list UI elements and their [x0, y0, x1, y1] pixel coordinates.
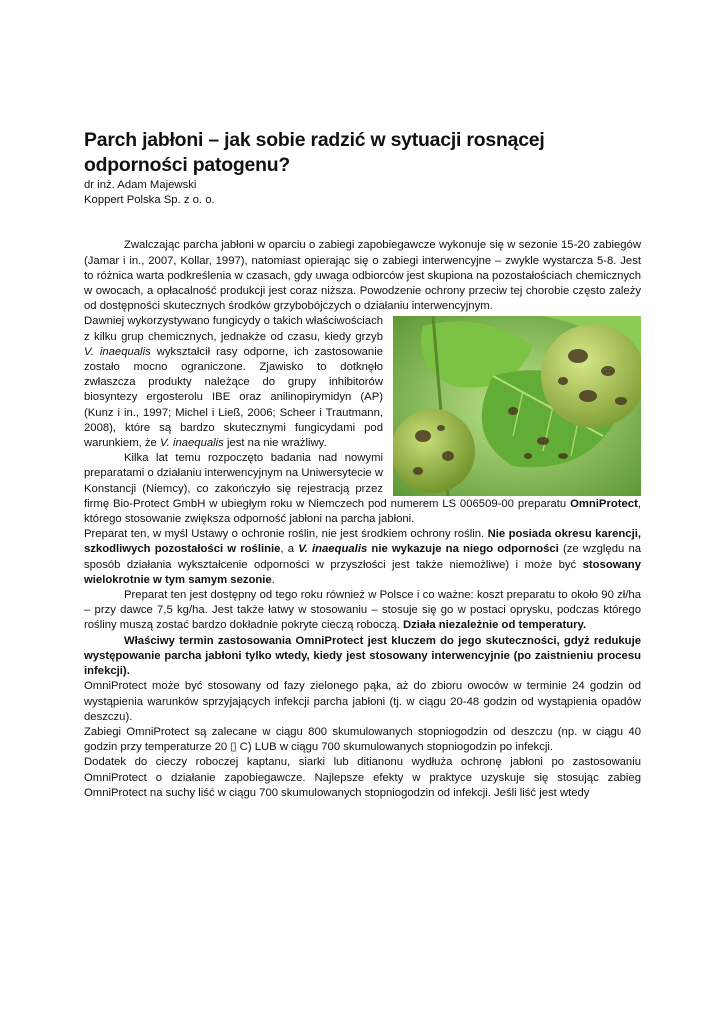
paragraph-6: Właściwy termin zastosowania OmniProtect jest kluczem do jego skuteczności, gdyż redukuje występowanie parcha jabłoni tylko wtedy, kiedy jest stosowany interwencyjnie (po zaistnieniu procesu infekcji). — [84, 634, 641, 678]
paragraph-8: Zabiegi OmniProtect są zalecane w ciągu 800 skumulowanych stopniogodzin od deszczu (np. w ciągu 40 godzin przy temperaturze 20 ▯ C) LUB w ciągu 700 skumulowanych stopniogodzin po infekcji. — [84, 725, 641, 754]
apple-scab-photo — [393, 316, 641, 496]
paragraph-1: Zwalczając parcha jabłoni w oparciu o zabiegi zapobiegawcze wykonuje się w sezonie 15-20 zabiegów (Jamar i in., 2007, Kollar, 1997), natomiast opierając się o zabiegi interwencyjne – zwykle wystarcza 5-8. Jest to różnica warta podkreślenia w czasach, gdy uwaga odbiorców jest skupiona na pozostałościach chemicznych w owocach, a opłacalność produkcji jest coraz niższa. Powodzenie ochrony przeciw tej chorobie często zależy od dostępności skutecznych środków grzybobójczych o działaniu interwencyjnym. — [84, 239, 641, 313]
apple-scab-illustration — [393, 316, 641, 496]
page-title: Parch jabłoni – jak sobie radzić w sytuacji rosnącej odporności patogenu? — [84, 129, 545, 176]
author-line: dr inż. Adam Majewski — [84, 179, 197, 191]
article-body — [84, 238, 641, 801]
paragraph-7: OmniProtect może być stosowany od fazy zielonego pąka, aż do zbioru owoców w terminie 24 godzin od wystąpienia warunków sprzyjających infekcji parcha jabłoni (tj. w ciągu 20-48 godzin od wystąpienia opadów deszczu). — [84, 680, 641, 723]
paragraph-9: Dodatek do cieczy roboczej kaptanu, siarki lub ditianonu wydłuża ochronę jabłoni po zastosowaniu OmniProtect o działanie zapobiegawcze. Najlepsze efekty w praktyce uzyskuje się stosując zabieg OmniProtect na suchy liść w ciągu 700 skumulowanych stopniogodzin od infekcji. Jeśli liść jest wtedy — [84, 756, 641, 799]
paragraph-2: Dawniej wykorzystywano fungicydy o takich właściwościach z kilku grup chemicznych, jednakże od czasu, kiedy grzyb V. inaequalis wykształcił rasy odporne, ich zastosowanie zostało mocno ograniczone. Zjawisko to dotknęło zwłaszcza produkty należące do grupy inhibitorów biosyntezy ergosterolu IBE oraz anilinopirymidyn (AP) (Kunz i in., 1997; Michel i Ließ, 2006; Scheer i Trautmann, 2008), które są bardzo skutecznymi fungicydami pod warunkiem, że V. inaequalis jest na nie wrażliwy. — [84, 315, 383, 450]
company-line: Koppert Polska Sp. z o. o. — [84, 194, 215, 207]
paragraph-4: Preparat ten, w myśl Ustawy o ochronie roślin, nie jest środkiem ochrony roślin. Nie posiada okresu karencji, szkodliwych pozostałości w roślinie, a V. inaequalis nie wykazuje na niego odporności (ze względu na sposób działania wykształcenie odporności w przyszłości jest także niemożliwe) i może być stosowany wielokrotnie w tym samym sezonie. — [84, 528, 642, 586]
paragraph-3: Kilka lat temu rozpoczęto badania nad nowymi preparatami o działaniu interwencyjnym na Uniwersytecie w Konstancji (Niemcy), co zakończyło się rejestracją przez firmę Bio-Protect GmbH w ubiegłym roku w Niemczech pod numerem LS 006509-00 preparatu OmniProtect, którego stosowanie zwiększa odporność jabłoni na parcha jabłoni. — [84, 452, 641, 526]
paragraph-5: Preparat ten jest dostępny od tego roku również w Polsce i co ważne: koszt preparatu to około 90 zł/ha – przy dawce 7,5 kg/ha. Jest także łatwy w stosowaniu – stosuje się go w postaci oprysku, podczas którego rośliny muszą zostać bardzo dokładnie pokryte cieczą roboczą. Działa niezależnie od temperatury. — [84, 589, 641, 632]
document-page — [84, 128, 641, 801]
